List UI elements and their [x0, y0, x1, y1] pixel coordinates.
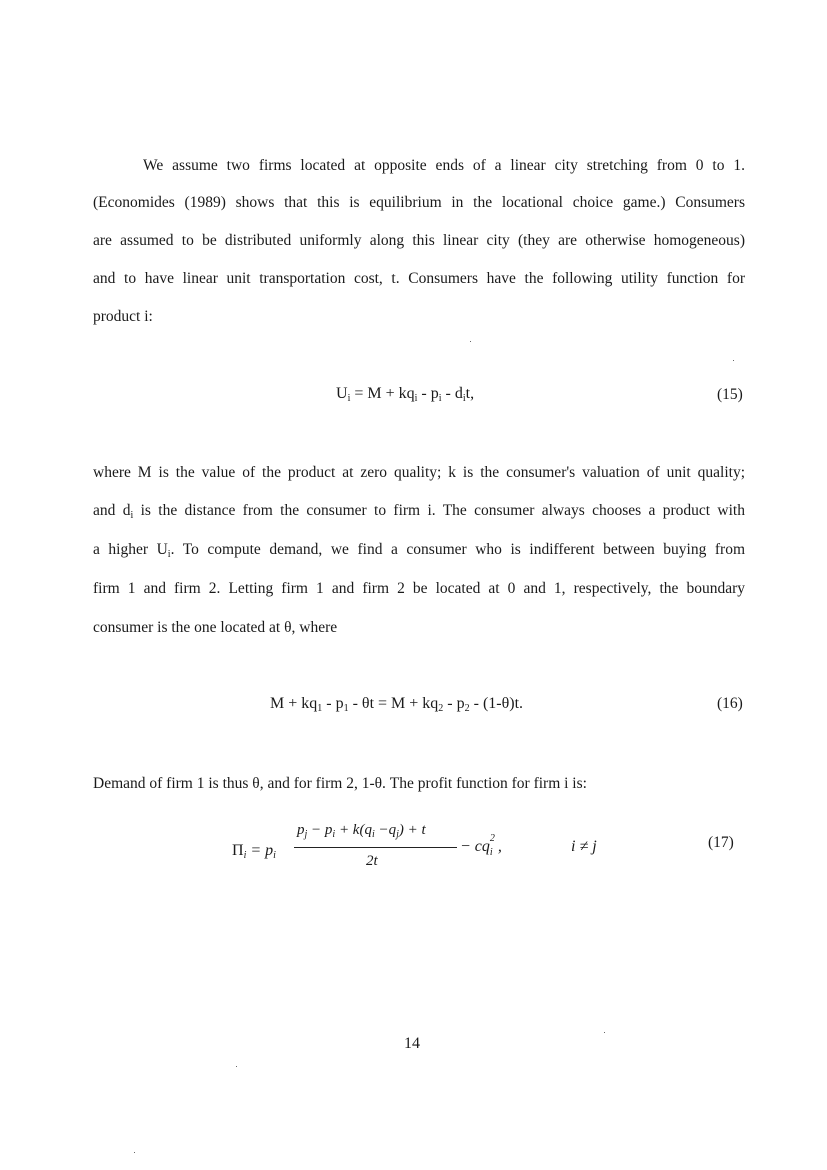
eq-subscript: i: [273, 850, 276, 861]
eq-term: - d: [441, 385, 463, 402]
text-line: and to have linear unit transportation cost, t. Consumers have the following utility function for: [93, 270, 745, 287]
eq-subscript: i: [414, 393, 418, 404]
paragraph-3: Demand of firm 1 is thus θ, and for firm 2, 1-θ. The profit function for firm i is:: [93, 775, 587, 792]
equation-number: (17): [708, 834, 734, 851]
eq-subscript: 1: [317, 703, 323, 714]
fraction-denominator: 2t: [366, 853, 378, 869]
eq-term: ) + t: [398, 822, 426, 838]
scan-speck: [470, 341, 471, 342]
scan-speck: [733, 360, 734, 361]
subscript: i: [167, 549, 171, 560]
equation-number: (16): [717, 695, 743, 712]
equation-15: [336, 385, 474, 404]
eq-term: + k(q: [335, 822, 372, 838]
scan-speck: [236, 1066, 237, 1067]
eq-term: - (1-θ)t.: [469, 695, 524, 712]
equation-number: (15): [717, 386, 743, 403]
eq-term: Π: [232, 842, 244, 859]
eq-term: − p: [307, 822, 333, 838]
text-line: where M is the value of the product at zero quality; k is the consumer's valuation of unit quality;: [93, 464, 745, 481]
eq-term: t,: [465, 385, 475, 402]
eq-term: - θt = M + kq: [348, 695, 439, 712]
eq-term: U: [336, 385, 348, 402]
eq-term: - p: [443, 695, 465, 712]
scan-speck: [134, 1152, 135, 1153]
eq-condition: i ≠ j: [571, 838, 597, 855]
eq-term: - p: [417, 385, 439, 402]
eq-tail: [460, 833, 502, 858]
eq-lhs: [232, 842, 276, 861]
text-run: and d: [93, 502, 131, 519]
eq-term: −q: [374, 822, 397, 838]
eq-term: ,: [497, 838, 502, 855]
text-line: consumer is the one located at θ, where: [93, 619, 338, 636]
text-run: a higher U: [93, 541, 168, 558]
eq-subscript: j: [304, 829, 308, 840]
eq-subscript: 1: [343, 703, 349, 714]
eq-subscript: i: [371, 829, 375, 840]
text-run: . To compute demand, we find a consumer who is indifferent between buying from: [170, 541, 746, 558]
eq-term: = p: [246, 842, 274, 859]
text-line: [93, 502, 745, 521]
eq-term: - p: [322, 695, 344, 712]
page-number: 14: [404, 1035, 420, 1052]
eq-subscript: i: [438, 393, 442, 404]
eq-term: p: [297, 822, 305, 838]
eq-subscript: j: [396, 829, 399, 840]
eq-term: M + kq: [270, 695, 318, 712]
subscript: i: [130, 510, 134, 521]
text-line: firm 1 and firm 2. Letting firm 1 and firm 2 be located at 0 and 1, respectively, the boundary: [93, 580, 745, 597]
eq-subscript: i: [462, 393, 466, 404]
text-line: [93, 541, 745, 560]
eq-subscript: i: [347, 393, 351, 404]
eq-term: − cq: [460, 838, 490, 855]
text-line: (Economides (1989) shows that this is equilibrium in the locational choice game.) Consumers: [93, 194, 745, 211]
scan-speck: [604, 1032, 605, 1033]
text-line: are assumed to be distributed uniformly along this linear city (they are otherwise homogeneous): [93, 232, 745, 249]
eq-subscript: i: [489, 847, 493, 858]
fraction-numerator: [297, 822, 426, 840]
eq-superscript: 2: [489, 833, 495, 844]
eq-term: = M + kq: [350, 385, 415, 402]
eq-subscript: i: [332, 829, 336, 840]
equation-16: [270, 695, 523, 714]
eq-subscript: i: [243, 850, 247, 861]
eq-subscript: 2: [438, 703, 444, 714]
text-line: We assume two firms located at opposite ends of a linear city stretching from 0 to 1.: [143, 157, 745, 174]
eq-scripts: [489, 833, 498, 858]
text-line: product i:: [93, 308, 153, 325]
eq-subscript: 2: [464, 703, 470, 714]
text-run: is the distance from the consumer to firm i. The consumer always chooses a product with: [133, 502, 745, 519]
fraction-bar: [294, 847, 457, 848]
